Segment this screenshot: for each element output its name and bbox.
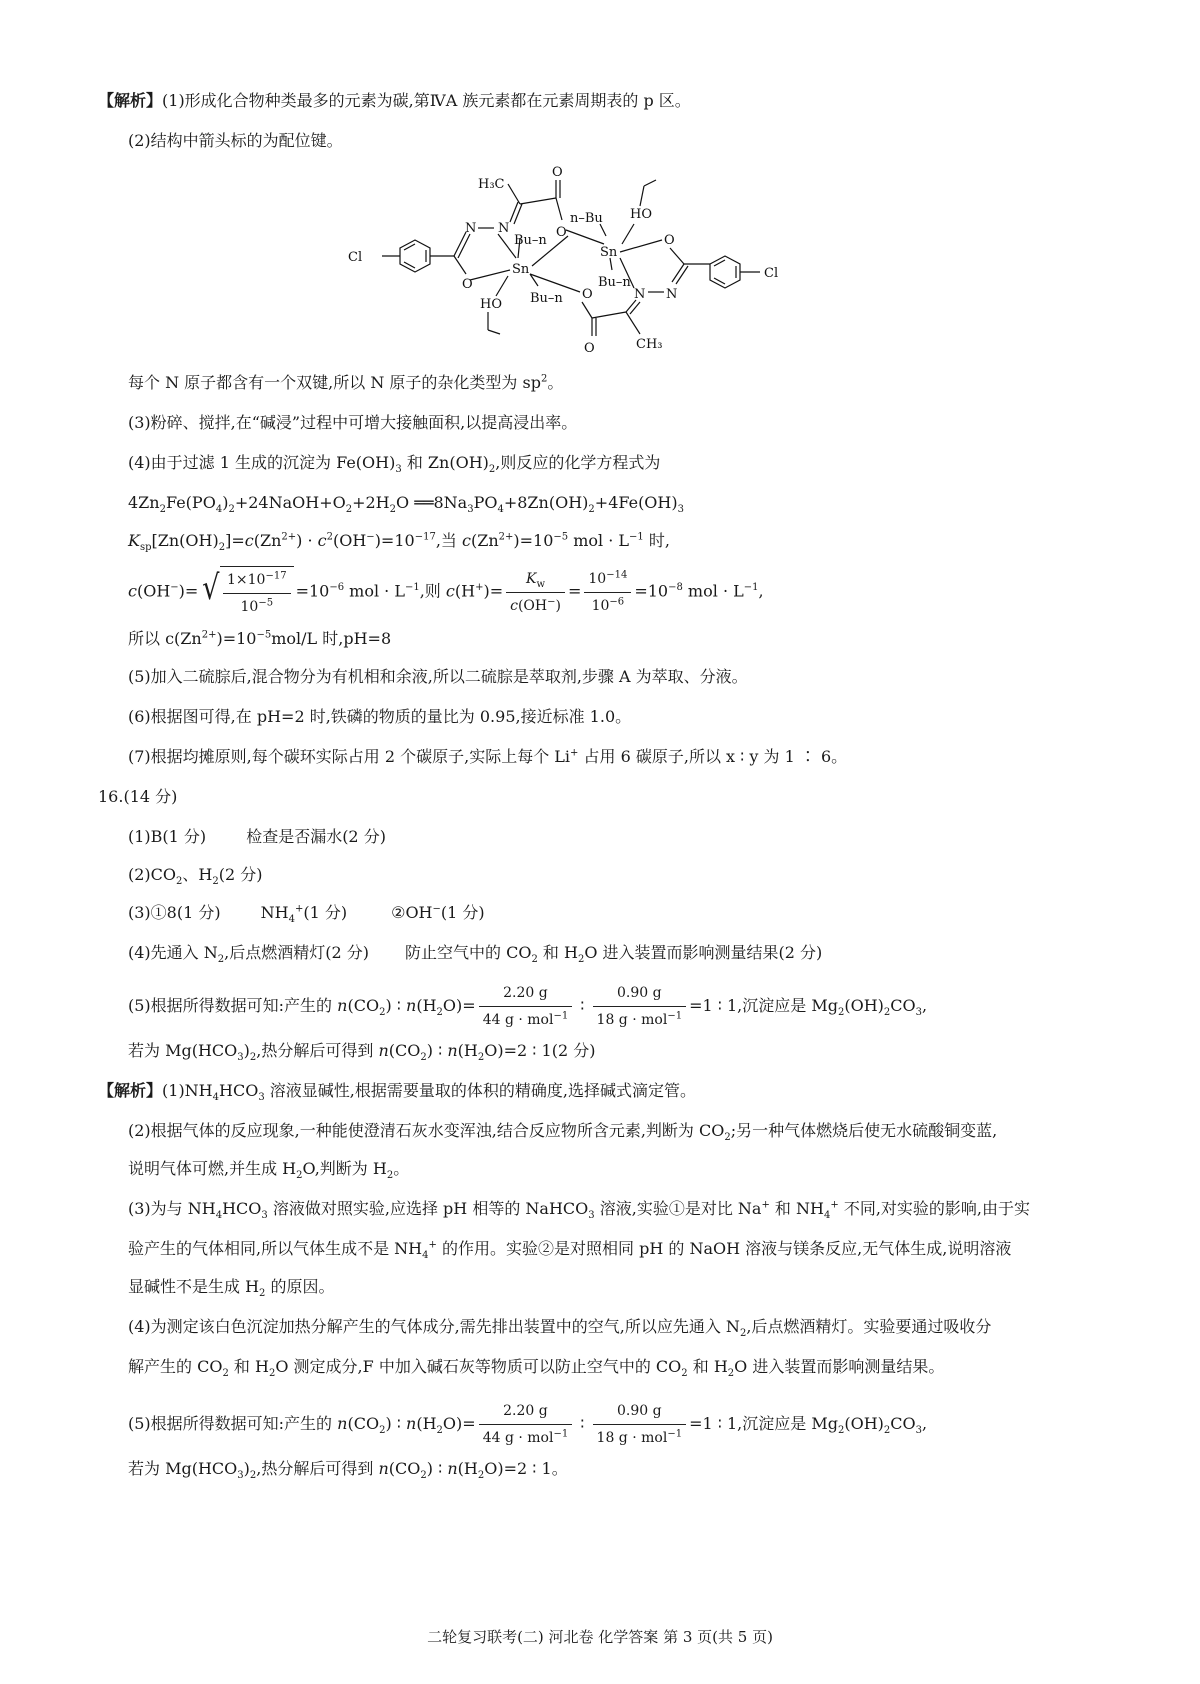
analysis-1-line-10: (6)根据图可得,在 pH=2 时,铁磷的物质的量比为 0.95,接近标准 1.0。 [128, 707, 632, 726]
o-label: O [584, 341, 595, 356]
cl-label-right: Cl [764, 266, 779, 281]
answer-5: (5)根据所得数据可知:产生的 $n(CO_2)$ ∶ $n(H_2O)=$ $\frac{2.20 g}{44 g \cdot mol^{-1}}$ ∶ $\frac{0.90 g}{18 g \cdot mol^{-1}}$ =1 ∶ 1,沉淀应是 $Mg_2(OH)_2CO_3$, [128, 982, 927, 1031]
answer-1: (1)B(1 分) 检查是否漏水(2 分) [128, 827, 386, 846]
n-label: N [666, 287, 678, 302]
n-label: N [498, 221, 510, 236]
h3c-label: H₃C [478, 177, 505, 192]
o-label: O [556, 225, 567, 240]
analysis-2-line-4: (3)为与 $NH_4HCO_3$ 溶液做对照实验,应选择 pH 相等的 NaHCO$_3$ 溶液,实验①是对比 Na+ 和 $NH_4^+$ 不同,对实验的影响,由于实 [128, 1199, 1031, 1222]
bu-n-label: Bu–n [514, 233, 547, 248]
chemical-equation: $4Zn_2Fe(PO_4)_2+24NaOH+O_2+2H_2O$ $══8Na_3PO_4+8Zn(OH)_2+4Fe(OH)_3$ [128, 493, 684, 516]
analysis-1-line-9: (5)加入二硫腙后,混合物分为有机相和余液,所以二硫腙是萃取剂,步骤 A 为萃取、分液。 [128, 667, 748, 686]
analysis-1-line-11: (7)根据均摊原则,每个碳环实际占用 2 个碳原子,实际上每个 Li+ 占用 6 碳原子,所以 x ∶ y 为 1 ∶ 6。 [128, 747, 848, 766]
ksp-line: $K_{sp}[Zn(OH)_2]=c(Zn^{2+}) \cdot c^2(OH^-)=10^{-17}$,当 $c(Zn^{2+})=10^{-5}$ mol · $L^{-1}$ 时, [128, 531, 670, 554]
n-label: N [465, 221, 477, 236]
ho-label: HO [480, 297, 502, 312]
oh-calc-line: c(OH−)= √ $\frac{1\times 10^{-17}}{10^{-5}}$ $=10^{-6}$ mol · $L^{-1}$,则 c(H+)= $\frac{K_w}{c(OH^-)}$ = $\frac{10^{-14}}{10^{-6}}$ $=10^{-8}$ mol · $L^{-1}$, [128, 566, 764, 618]
analysis-1-line-1 [98, 90, 691, 112]
analysis-text: (1)形成化合物种类最多的元素为碳,第ⅣA 族元素都在元素周期表的 p 区。 [162, 91, 691, 110]
analysis-2-line-10: 若为 $Mg(HCO_3)_2$,热分解后可得到 $n(CO_2)$ ∶ $n(H_2O)=2$ ∶ 1。 [128, 1459, 568, 1482]
analysis-2-line-5: 验产生的气体相同,所以气体生成不是 $NH_4^+$ 的作用。实验②是对照相同 pH 的 NaOH 溶液与镁条反应,无气体生成,说明溶液 [128, 1239, 1012, 1262]
n-bu-label: n–Bu [570, 211, 603, 226]
tin-complex-structure [348, 165, 850, 378]
analysis-2-line-9: (5)根据所得数据可知:产生的 $n(CO_2)$ ∶ $n(H_2O)=$ $\frac{2.20 g}{44 g \cdot mol^{-1}}$ ∶ $\frac{0.90 g}{18 g \cdot mol^{-1}}$ =1 ∶ 1,沉淀应是 $Mg_2(OH)_2CO_3$, [128, 1400, 927, 1449]
analysis-1-line-3: 每个 N 原子都含有一个双键,所以 N 原子的杂化类型为 $sp^2$。 [128, 373, 564, 392]
page-footer: 二轮复习联考(二) 河北卷 化学答案 第 3 页(共 5 页) [427, 1628, 773, 1646]
sn-label-right: Sn [600, 245, 618, 260]
analysis-1-line-4: (3)粉碎、搅拌,在“碱浸”过程中可增大接触面积,以提高浸出率。 [128, 413, 578, 432]
analysis-1-line-5: (4)由于过滤 1 生成的沉淀为 $Fe(OH)_3$ 和 $Zn(OH)_2$,则反应的化学方程式为 [128, 453, 661, 476]
analysis-tag: 【解析】 [98, 91, 163, 110]
analysis-2-line-1: 【解析】$(1)NH_4HCO_3$ 溶液显碱性,根据需要量取的体积的精确度,选择碱式滴定管。 [98, 1081, 696, 1104]
cl-label-left: Cl [348, 250, 363, 265]
ch3-label: CH₃ [636, 337, 663, 352]
analysis-2-line-7: (4)为测定该白色沉淀加热分解产生的气体成分,需先排出装置中的空气,所以应先通入 $N_2$,后点燃酒精灯。实验要通过吸收分 [128, 1317, 992, 1340]
question-16-heading: 16.(14 分) [98, 787, 178, 806]
o-label: O [552, 165, 563, 180]
analysis-1-line-2: (2)结构中箭头标的为配位键。 [128, 131, 343, 150]
sn-label-left: Sn [512, 262, 530, 277]
answer-3: (3)①8(1 分) $NH_4^+(1$ 分) ②OH−(1 分) [128, 903, 485, 926]
answer-6: 若为 $Mg(HCO_3)_2$,热分解后可得到 $n(CO_2)$ ∶ $n(H_2O)=2$ ∶ 1(2 分) [128, 1041, 596, 1064]
answer-2: $(2)CO_2$、$H_2(2$ 分) [128, 865, 263, 888]
analysis-2-line-8: 解产生的 $CO_2$ 和 $H_2O$ 测定成分,F 中加入碱石灰等物质可以防止空气中的 $CO_2$ 和 $H_2O$ 进入装置而影响测量结果。 [128, 1357, 945, 1380]
analysis-2-line-3: 说明气体可燃,并生成 $H_2O$,判断为 $H_2$。 [128, 1159, 410, 1182]
bu-n-label: Bu–n [598, 275, 631, 290]
analysis-2-line-2: (2)根据气体的反应现象,一种能使澄清石灰水变浑浊,结合反应物所含元素,判断为 $CO_2$;另一种气体燃烧后使无水硫酸铜变蓝, [128, 1121, 998, 1144]
ho-label: HO [630, 207, 652, 222]
o-label: O [664, 233, 675, 248]
analysis-2-line-6: 显碱性不是生成 $H_2$ 的原因。 [128, 1277, 335, 1300]
o-label: O [462, 277, 473, 292]
analysis-1-line-8: 所以 $c(Zn^{2+})=10^{-5}mol/L$ 时,pH=8 [128, 629, 392, 648]
o-label: O [582, 287, 593, 302]
n-label: N [634, 287, 646, 302]
bu-n-label: Bu–n [530, 291, 563, 306]
answer-4: (4)先通入 $N_2$,后点燃酒精灯(2 分) 防止空气中的 $CO_2$ 和 $H_2O$ 进入装置而影响测量结果(2 分) [128, 943, 823, 966]
